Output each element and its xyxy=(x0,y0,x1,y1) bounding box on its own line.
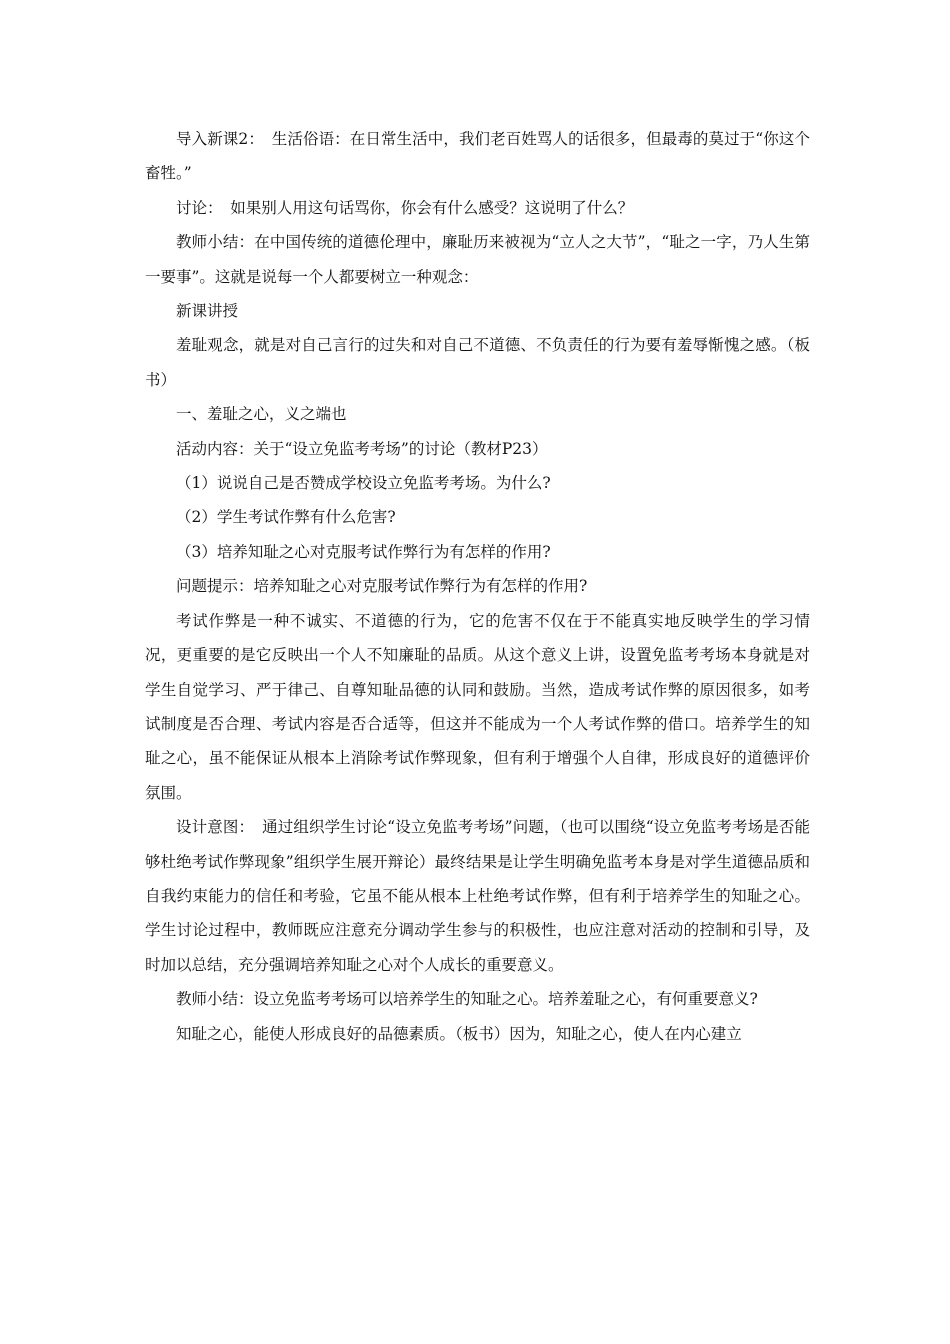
paragraph-question-hint: 问题提示：培养知耻之心对克服考试作弊行为有怎样的作用? xyxy=(176,577,588,596)
document-page xyxy=(145,122,810,1051)
section-heading-new-lesson: 新课讲授 xyxy=(176,302,239,321)
list-item-question-2: （2）学生考试作弊有什么危害? xyxy=(176,508,396,527)
paragraph-teacher-summary: 教师小结：在中国传统的道德伦理中，廉耻历来被视为“立人之大节”，“耻之一字，乃人生第一要事”。这就是说每一个人都要树立一种观念： xyxy=(145,233,810,286)
paragraph-activity: 活动内容：关于“设立免监考考场”的讨论（教材P23） xyxy=(176,439,548,458)
paragraph-design-intent: 设计意图： 通过组织学生讨论“设立免监考考场”问题，（也可以围绕“设立免监考考场是否能够杜绝考试作弊现象”组织学生展开辩论）最终结果是让学生明确免监考本身是对学生道德品质和自我约束能力的信任和考验，它虽不能从根本上杜绝考试作弊，但有利于培养学生的知耻之心。学生讨论过程中，教师既应注意充分调动学生参与的积极性，也应注意对活动的控制和引导，及时加以总结，充分强调培养知耻之心对个人成长的重要意义。 xyxy=(145,818,810,974)
paragraph-teacher-summary-2: 教师小结：设立免监考考场可以培养学生的知耻之心。培养羞耻之心，有何重要意义? xyxy=(176,990,758,1009)
list-item-question-3: （3）培养知耻之心对克服考试作弊行为有怎样的作用? xyxy=(176,542,551,561)
paragraph-shame-importance: 知耻之心，能使人形成良好的品德素质。（板书）因为，知耻之心，使人在内心建立 xyxy=(176,1024,742,1043)
paragraph-shame-concept: 羞耻观念，就是对自己言行的过失和对自己不道德、不负责任的行为要有羞辱惭愧之感。（板书） xyxy=(145,336,810,389)
paragraph-discussion: 讨论： 如果别人用这句话骂你，你会有什么感受？这说明了什么？ xyxy=(176,198,634,217)
paragraph-intro-proverb: 导入新课2： 生活俗语：在日常生活中，我们老百姓骂人的话很多，但最毒的莫过于“你这个畜牲。” xyxy=(145,130,810,183)
section-heading-one: 一、羞耻之心，义之端也 xyxy=(176,405,347,424)
paragraph-cheating-analysis: 考试作弊是一种不诚实、不道德的行为，它的危害不仅在于不能真实地反映学生的学习情况，更重要的是它反映出一个人不知廉耻的品质。从这个意义上讲，设置免监考考场本身就是对学生自觉学习、严于律己、自尊知耻品德的认同和鼓励。当然，造成考试作弊的原因很多，如考试制度是否合理、考试内容是否合适等，但这并不能成为一个人考试作弊的借口。培养学生的知耻之心，虽不能保证从根本上消除考试作弊现象，但有利于增强个人自律，形成良好的道德评价氛围。 xyxy=(145,611,810,802)
list-item-question-1: （1）说说自己是否赞成学校设立免监考考场。为什么? xyxy=(176,474,551,493)
